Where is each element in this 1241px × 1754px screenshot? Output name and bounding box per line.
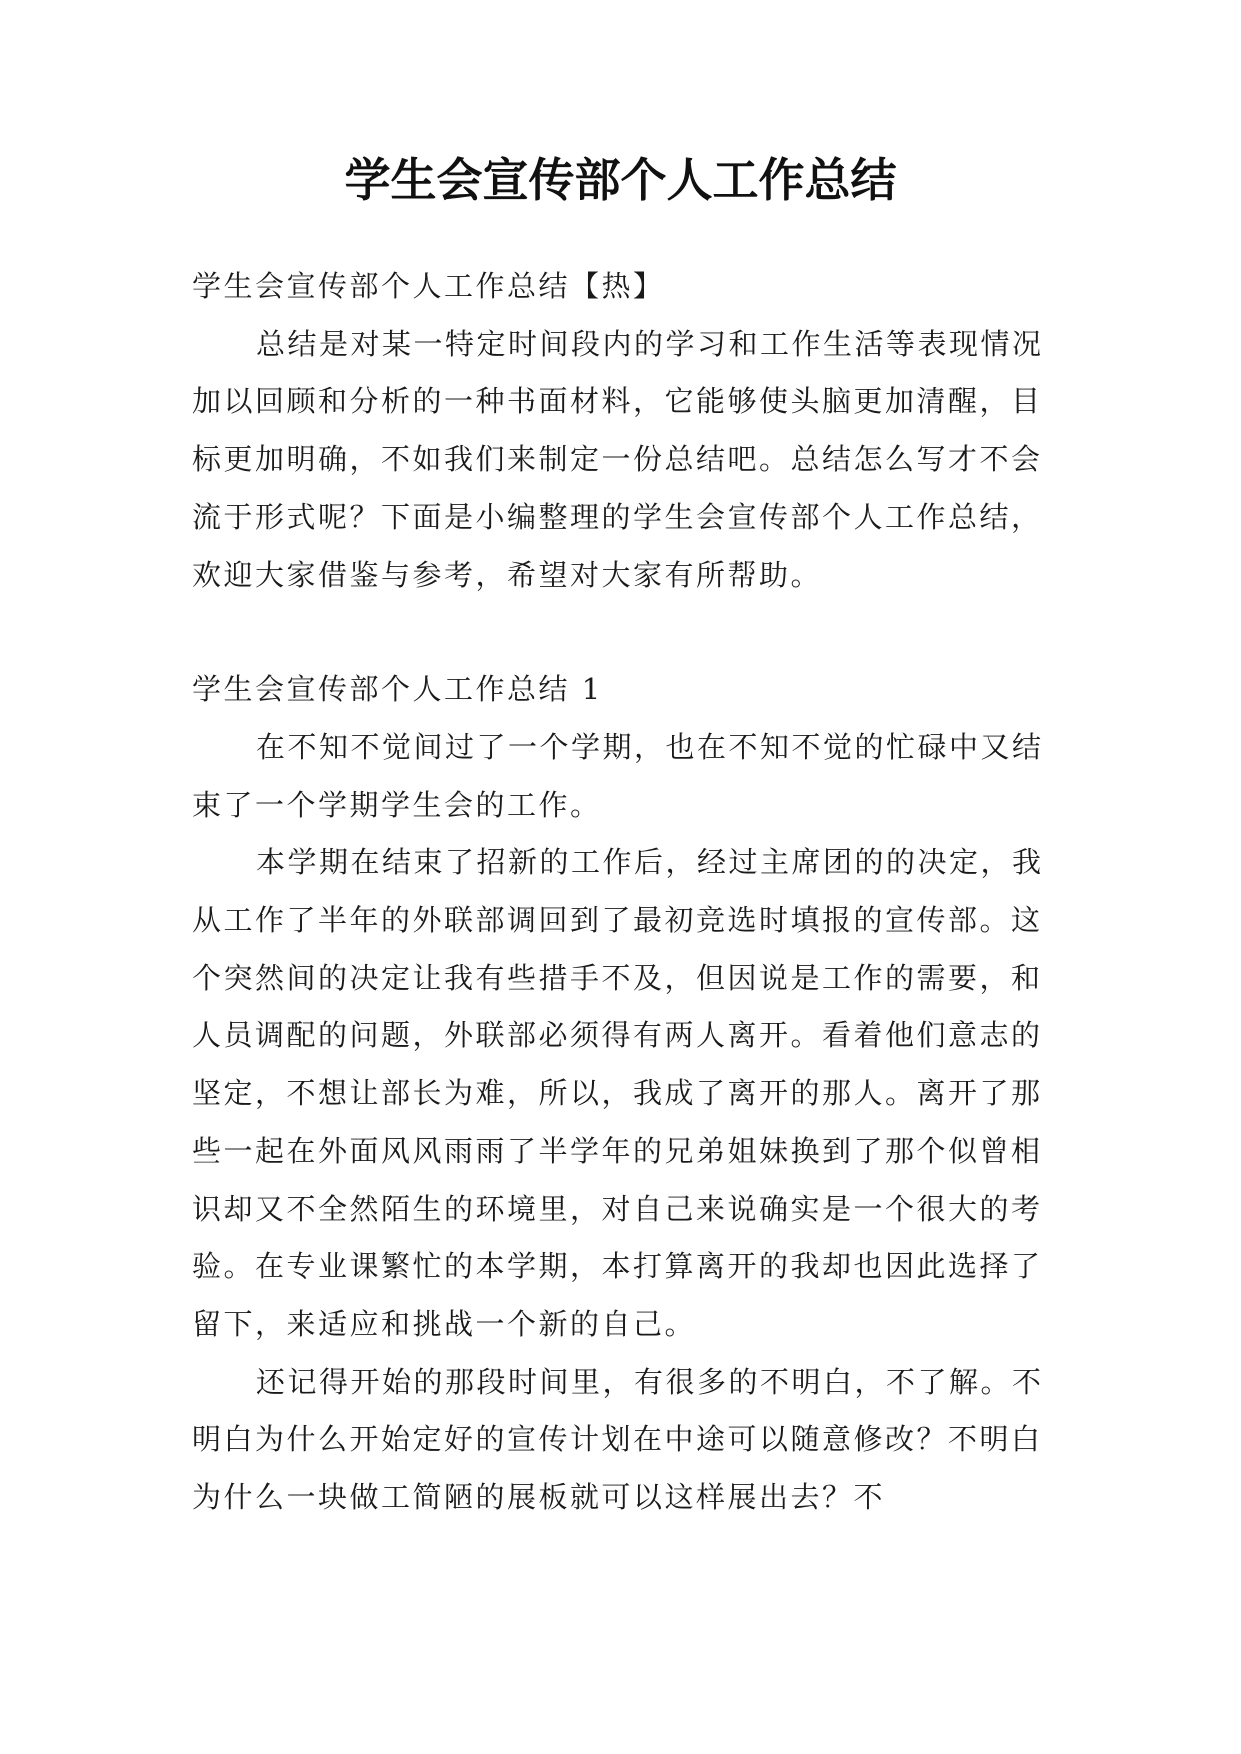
section1-paragraph-1: 在不知不觉间过了一个学期，也在不知不觉的忙碌中又结束了一个学期学生会的工作。: [192, 729, 1044, 822]
intro-paragraph: 总结是对某一特定时间段内的学习和工作生活等表现情况加以回顾和分析的一种书面材料，它能够使头脑更加清醒，目标更加明确，不如我们来制定一份总结吧。总结怎么写才不会流于形式呢？下面是小编整理的学生会宣传部个人工作总结，欢迎大家借鉴与参考，希望对大家有所帮助。: [192, 326, 1044, 592]
section1-paragraph-2: 本学期在结束了招新的工作后，经过主席团的的决定，我从工作了半年的外联部调回到了最初竞选时填报的宣传部。这个突然间的决定让我有些措手不及，但因说是工作的需要，和人员调配的问题，外联部必须得有两人离开。看着他们意志的坚定，不想让部长为难，所以，我成了离开的那人。离开了那些一起在外面风风雨雨了半学年的兄弟姐妹换到了那个似曾相识却又不全然陌生的环境里，对自己来说确实是一个很大的考验。在专业课繁忙的本学期，本打算离开的我却也因此选择了留下，来适应和挑战一个新的自己。: [192, 845, 1044, 1341]
section1-paragraph-3: 还记得开始的那段时间里，有很多的不明白，不了解。不明白为什么开始定好的宣传计划在中途可以随意修改？不明白为什么一块做工简陋的展板就可以这样展出去？不: [192, 1364, 1044, 1515]
intro-heading: 学生会宣传部个人工作总结【热】: [192, 269, 665, 303]
document-title: 学生会宣传部个人工作总结: [344, 153, 897, 207]
document-body: [192, 258, 1072, 1527]
section1-heading: 学生会宣传部个人工作总结 1: [192, 672, 603, 707]
section-spacer: [192, 604, 1072, 661]
